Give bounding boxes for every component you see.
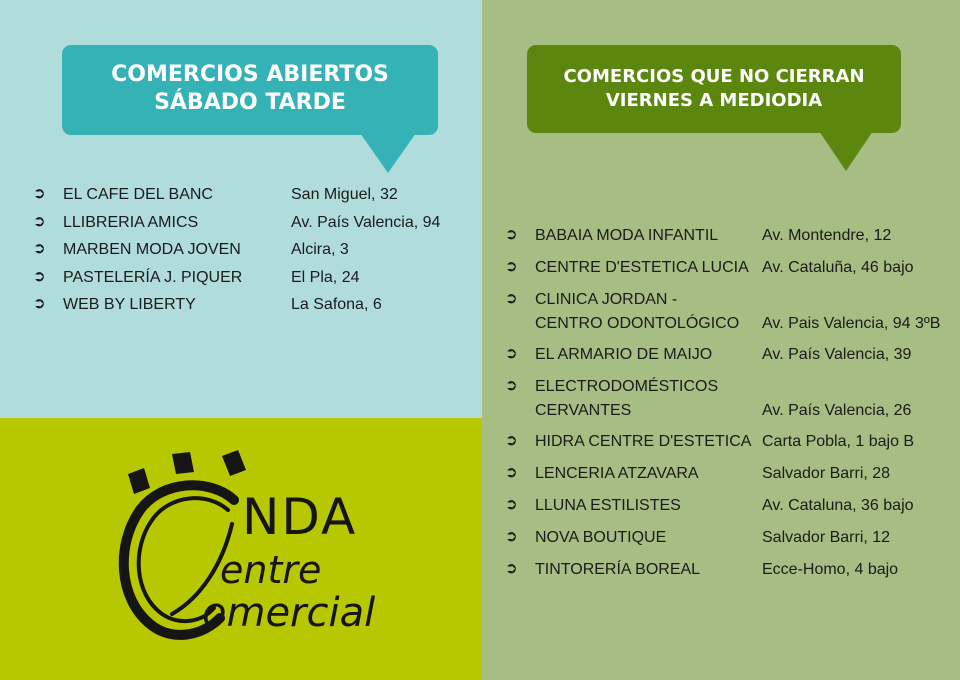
shop-name — [535, 288, 739, 336]
list-item — [505, 462, 945, 494]
arrow-right-icon: ➲ — [505, 345, 518, 363]
shop-name: LENCERIA ATZAVARA — [535, 465, 699, 483]
arrow-right-icon: ➲ — [33, 295, 46, 312]
list-item — [505, 558, 945, 590]
open-saturday-bubble — [62, 45, 438, 135]
shop-name-line2: CERVANTES — [535, 401, 632, 419]
list-item — [505, 494, 945, 526]
shop-address: Av. País Valencia, 26 — [762, 401, 912, 419]
arrow-right-icon: ➲ — [505, 257, 518, 275]
shop-address: El Pla, 24 — [291, 268, 360, 286]
shop-address: Av. País Valencia, 94 — [291, 213, 441, 231]
shop-address: Av. País Valencia, 39 — [762, 346, 912, 364]
shop-name — [535, 375, 718, 423]
arrow-right-icon: ➲ — [505, 559, 518, 577]
shop-name: EL ARMARIO DE MAIJO — [535, 346, 713, 364]
logo-word-entre: entre — [220, 548, 322, 592]
shop-name-line1: CLINICA JORDAN - — [535, 290, 678, 308]
arrow-right-icon: ➲ — [33, 185, 46, 202]
arrow-right-icon: ➲ — [33, 240, 46, 257]
list-item — [505, 288, 945, 344]
shop-name: LLIBRERIA AMICS — [63, 213, 199, 231]
shop-name: HIDRA CENTRE D'ESTETICA — [535, 433, 752, 451]
logo-word-omercial: omercial — [202, 590, 376, 636]
list-item — [505, 256, 945, 288]
list-item — [505, 526, 945, 558]
list-item — [33, 266, 463, 294]
shop-address: La Safona, 6 — [291, 296, 382, 313]
shop-name: LLUNA ESTILISTES — [535, 496, 681, 514]
list-item — [33, 211, 463, 239]
list-item — [505, 430, 945, 462]
arrow-right-icon: ➲ — [505, 289, 518, 307]
logo-word-nda: NDA — [242, 488, 358, 546]
shop-name: PASTELERÍA J. PIQUER — [63, 268, 243, 286]
shop-name: CENTRE D'ESTETICA LUCIA — [535, 258, 749, 276]
shop-address: Salvador Barri, 12 — [762, 528, 891, 546]
list-item — [505, 224, 945, 256]
shop-name: BABAIA MODA INFANTIL — [535, 227, 719, 244]
bubble-left-line2: SÁBADO TARDE — [154, 90, 346, 115]
shop-address: Av. Montendre, 12 — [762, 227, 892, 244]
shop-name: NOVA BOUTIQUE — [535, 528, 667, 546]
logo-dot-left — [128, 468, 150, 494]
logo-dot-right — [222, 450, 246, 476]
shop-address: Av. Cataluña, 46 bajo — [762, 258, 914, 276]
bubble-left-line1: COMERCIOS ABIERTOS — [111, 62, 389, 87]
arrow-right-icon: ➲ — [505, 226, 518, 243]
list-item — [505, 343, 945, 375]
open-friday-noon-bubble — [527, 45, 901, 133]
shop-address: Ecce-Homo, 4 bajo — [762, 560, 899, 578]
bubble-right-tail — [819, 131, 873, 171]
shop-name-line2: CENTRO ODONTOLÓGICO — [535, 314, 740, 332]
logo-dot-middle — [172, 452, 194, 474]
shop-address: Salvador Barri, 28 — [762, 465, 891, 483]
onda-centre-comercial-logo — [110, 448, 390, 648]
bubble-right-line2: VIERNES A MEDIODIA — [605, 90, 823, 111]
shop-name-line1: ELECTRODOMÉSTICOS — [535, 377, 719, 395]
arrow-right-icon: ➲ — [505, 432, 518, 450]
shop-address: Av. Cataluna, 36 bajo — [762, 496, 914, 514]
shop-name: TINTORERÍA BOREAL — [535, 560, 701, 578]
shop-address: Alcira, 3 — [291, 241, 349, 258]
shop-name: EL CAFE DEL BANC — [63, 186, 213, 203]
arrow-right-icon: ➲ — [33, 212, 46, 230]
list-item — [33, 183, 463, 211]
arrow-right-icon: ➲ — [505, 376, 518, 394]
arrow-right-icon: ➲ — [505, 464, 518, 482]
list-item — [505, 375, 945, 431]
shop-name: WEB BY LIBERTY — [63, 296, 196, 313]
shop-name: MARBEN MODA JOVEN — [63, 241, 241, 258]
shop-address: Av. Pais Valencia, 94 3ºB — [762, 314, 941, 332]
friday-noon-shop-list — [505, 224, 945, 589]
saturday-shop-list — [33, 183, 463, 321]
list-item — [33, 238, 463, 266]
bubble-left-tail — [360, 133, 416, 173]
arrow-right-icon: ➲ — [33, 267, 46, 285]
shop-address: San Miguel, 32 — [291, 186, 398, 203]
arrow-right-icon: ➲ — [505, 527, 518, 545]
bubble-right-line1: COMERCIOS QUE NO CIERRAN — [563, 66, 865, 87]
list-item — [33, 293, 463, 321]
arrow-right-icon: ➲ — [505, 495, 518, 513]
shop-address: Carta Pobla, 1 bajo B — [762, 433, 915, 451]
